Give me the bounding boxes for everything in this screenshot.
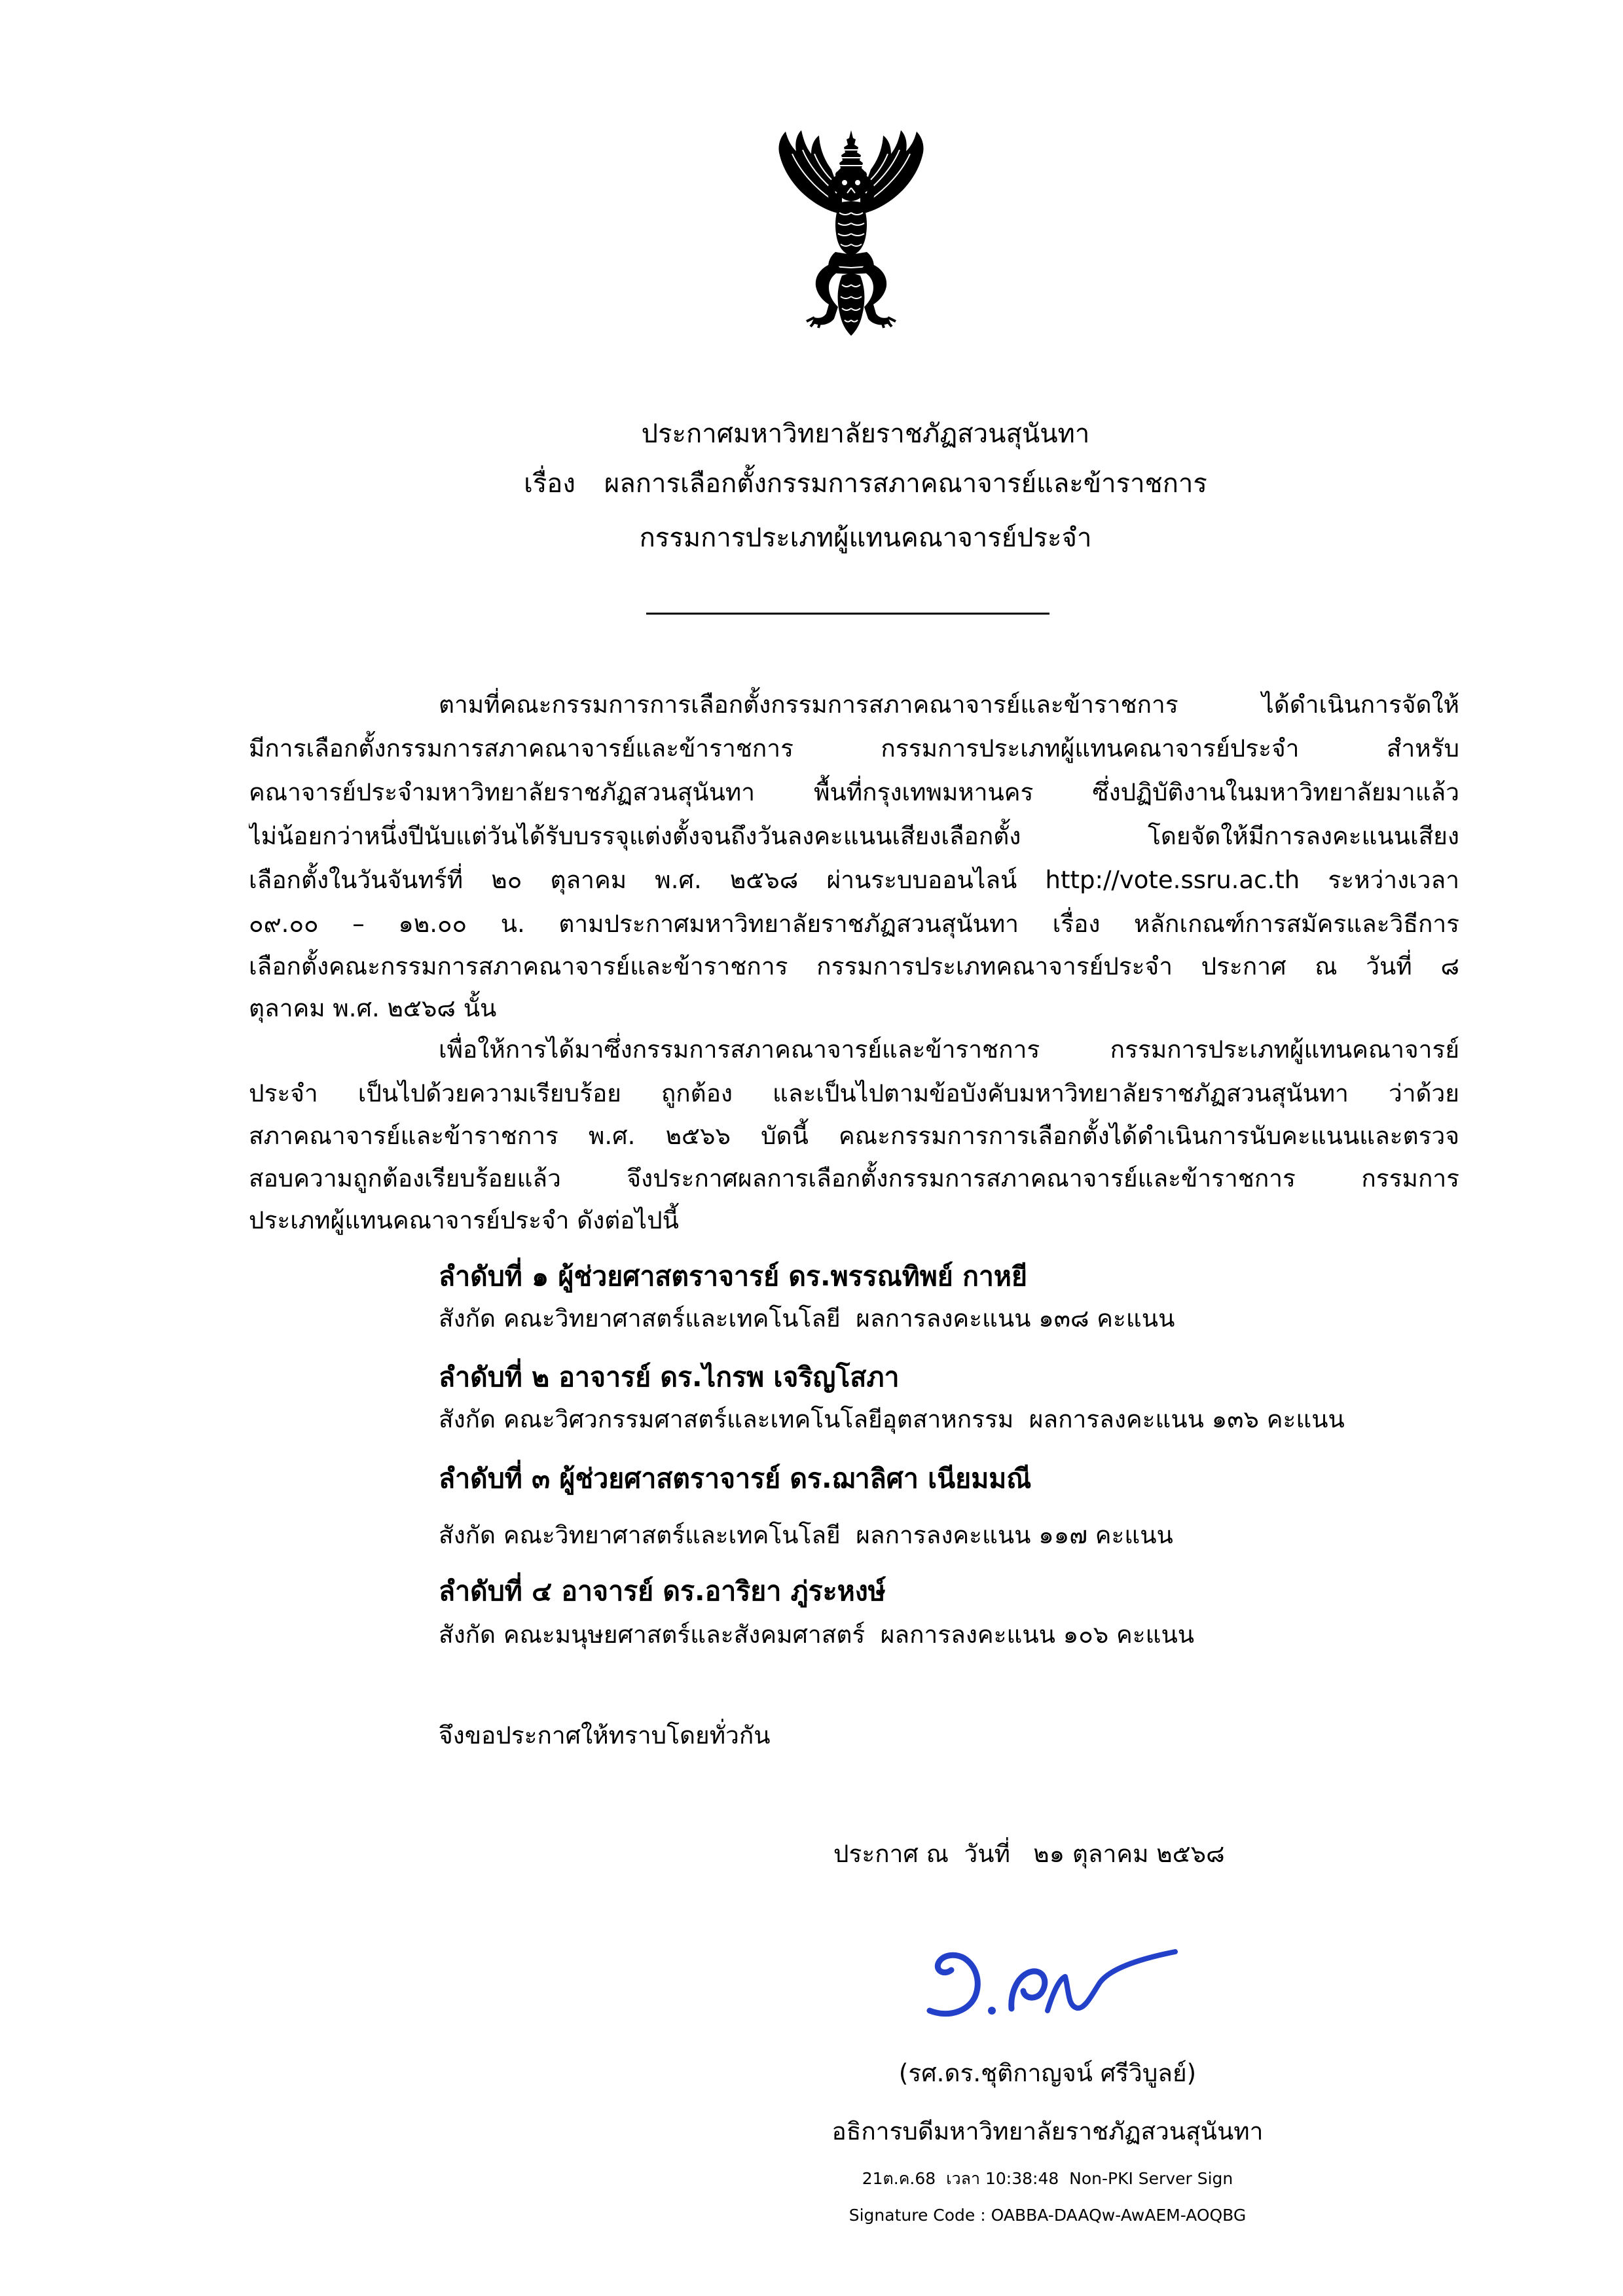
- result-heading-1: ลำดับที่ ๑ ผู้ช่วยศาสตราจารย์ ดร.พรรณทิพย์ กาหยี: [439, 1261, 1027, 1292]
- result-detail-2: สังกัด คณะวิศวกรรมศาสตร์และเทคโนโลยีอุตสาหกรรม ผลการลงคะแนน ๑๓๖ คะแนน: [439, 1405, 1345, 1433]
- result-detail-1: สังกัด คณะวิทยาศาสตร์และเทคโนโลยี ผลการลงคะแนน ๑๓๘ คะแนน: [439, 1304, 1175, 1333]
- paragraph1-line: ตามที่คณะกรรมการการเลือกตั้งกรรมการสภาคณาจารย์และข้าราชการ ได้ดำเนินการจัดให้: [439, 691, 1459, 719]
- result-heading-3: ลำดับที่ ๓ ผู้ช่วยศาสตราจารย์ ดร.ฌาลิศา เนียมมณี: [439, 1463, 1032, 1494]
- paragraph2-line: เพื่อให้การได้มาซึ่งกรรมการสภาคณาจารย์และข้าราชการ กรรมการประเภทผู้แทนคณาจารย์: [439, 1035, 1459, 1064]
- paragraph2-line: สภาคณาจารย์และข้าราชการ พ.ศ. ๒๕๖๖ บัดนี้ คณะกรรมการการเลือกตั้งได้ดำเนินการนับคะแนนและตรวจ: [249, 1122, 1459, 1150]
- paragraph2-line: ประเภทผู้แทนคณาจารย์ประจำ ดังต่อไปนี้: [249, 1206, 679, 1234]
- handwritten-signature: [913, 1931, 1188, 2036]
- signatory-position: อธิการบดีมหาวิทยาลัยราชภัฏสวนสุนันทา: [831, 2117, 1264, 2145]
- paragraph1-line: มีการเลือกตั้งกรรมการสภาคณาจารย์และข้าราชการ กรรมการประเภทผู้แทนคณาจารย์ประจำ สำหรับ: [249, 734, 1459, 762]
- paragraph1-line: เลือกตั้งคณะกรรมการสภาคณาจารย์และข้าราชการ กรรมการประเภทคณาจารย์ประจำ ประกาศ ณ วันที่ ๘: [249, 952, 1459, 980]
- garuda-emblem: [766, 128, 936, 337]
- paragraph1-line: คณาจารย์ประจำมหาวิทยาลัยราชภัฏสวนสุนันทา พื้นที่กรุงเทพมหานคร ซึ่งปฏิบัติงานในมหาวิทยาลัยมาแล้ว: [249, 778, 1459, 806]
- paragraph1-line: ตุลาคม พ.ศ. ๒๕๖๘ นั้น: [249, 994, 497, 1022]
- paragraph2-line: สอบความถูกต้องเรียบร้อยแล้ว จึงประกาศผลการเลือกตั้งกรรมการสภาคณาจารย์และข้าราชการ กรรมการ: [249, 1164, 1459, 1193]
- closing-statement: จึงขอประกาศให้ทราบโดยทั่วกัน: [439, 1721, 771, 1749]
- subject-label: เรื่อง: [524, 469, 575, 499]
- e-sign-code: Signature Code : OABBA-DAAQw-AwAEM-AOQBG: [848, 2206, 1247, 2225]
- e-sign-timestamp: 21ต.ค.68 เวลา 10:38:48 Non-PKI Server Sign: [862, 2169, 1233, 2188]
- result-heading-2: ลำดับที่ ๒ อาจารย์ ดร.ไกรพ เจริญโสภา: [439, 1361, 900, 1393]
- signatory-name: (รศ.ดร.ชุติกาญจน์ ศรีวิบูลย์): [898, 2059, 1197, 2087]
- paragraph2-line: ประจำ เป็นไปด้วยความเรียบร้อย ถูกต้อง และเป็นไปตามข้อบังคับมหาวิทยาลัยราชภัฏสวนสุนันทา ว่าด้วย: [249, 1079, 1459, 1107]
- paragraph1-line: ๐๙.๐๐ – ๑๒.๐๐ น. ตามประกาศมหาวิทยาลัยราชภัฏสวนสุนันทา เรื่อง หลักเกณฑ์การสมัครและวิธีการ: [249, 910, 1459, 938]
- announcement-title: ประกาศมหาวิทยาลัยราชภัฏสวนสุนันทา: [641, 419, 1090, 449]
- header-divider: [646, 613, 1049, 615]
- subject-line: [249, 461, 1482, 507]
- announcement-date: ประกาศ ณ วันที่ ๒๑ ตุลาคม ๒๕๖๘: [833, 1840, 1225, 1868]
- paragraph1-line: เลือกตั้งในวันจันทร์ที่ ๒๐ ตุลาคม พ.ศ. ๒๕๖๘ ผ่านระบบออนไลน์ http://vote.ssru.ac.th ระหว่างเวลา: [249, 866, 1459, 894]
- result-detail-4: สังกัด คณะมนุษยศาสตร์และสังคมศาสตร์ ผลการลงคะแนน ๑๐๖ คะแนน: [439, 1621, 1195, 1649]
- result-heading-4: ลำดับที่ ๔ อาจารย์ ดร.อาริยา ภู่ระหงษ์: [439, 1575, 886, 1607]
- subject-line-2: กรรมการประเภทผู้แทนคณาจารย์ประจำ: [639, 523, 1092, 553]
- subject-text: ผลการเลือกตั้งกรรมการสภาคณาจารย์และข้าราชการ: [604, 469, 1207, 499]
- result-detail-3: สังกัด คณะวิทยาศาสตร์และเทคโนโลยี ผลการลงคะแนน ๑๑๗ คะแนน: [439, 1521, 1173, 1549]
- paragraph1-line: ไม่น้อยกว่าหนึ่งปีนับแต่วันได้รับบรรจุแต่งตั้งจนถึงวันลงคะแนนเสียงเลือกตั้ง โดยจัดให้มีการลงคะแนนเสียง: [249, 822, 1459, 850]
